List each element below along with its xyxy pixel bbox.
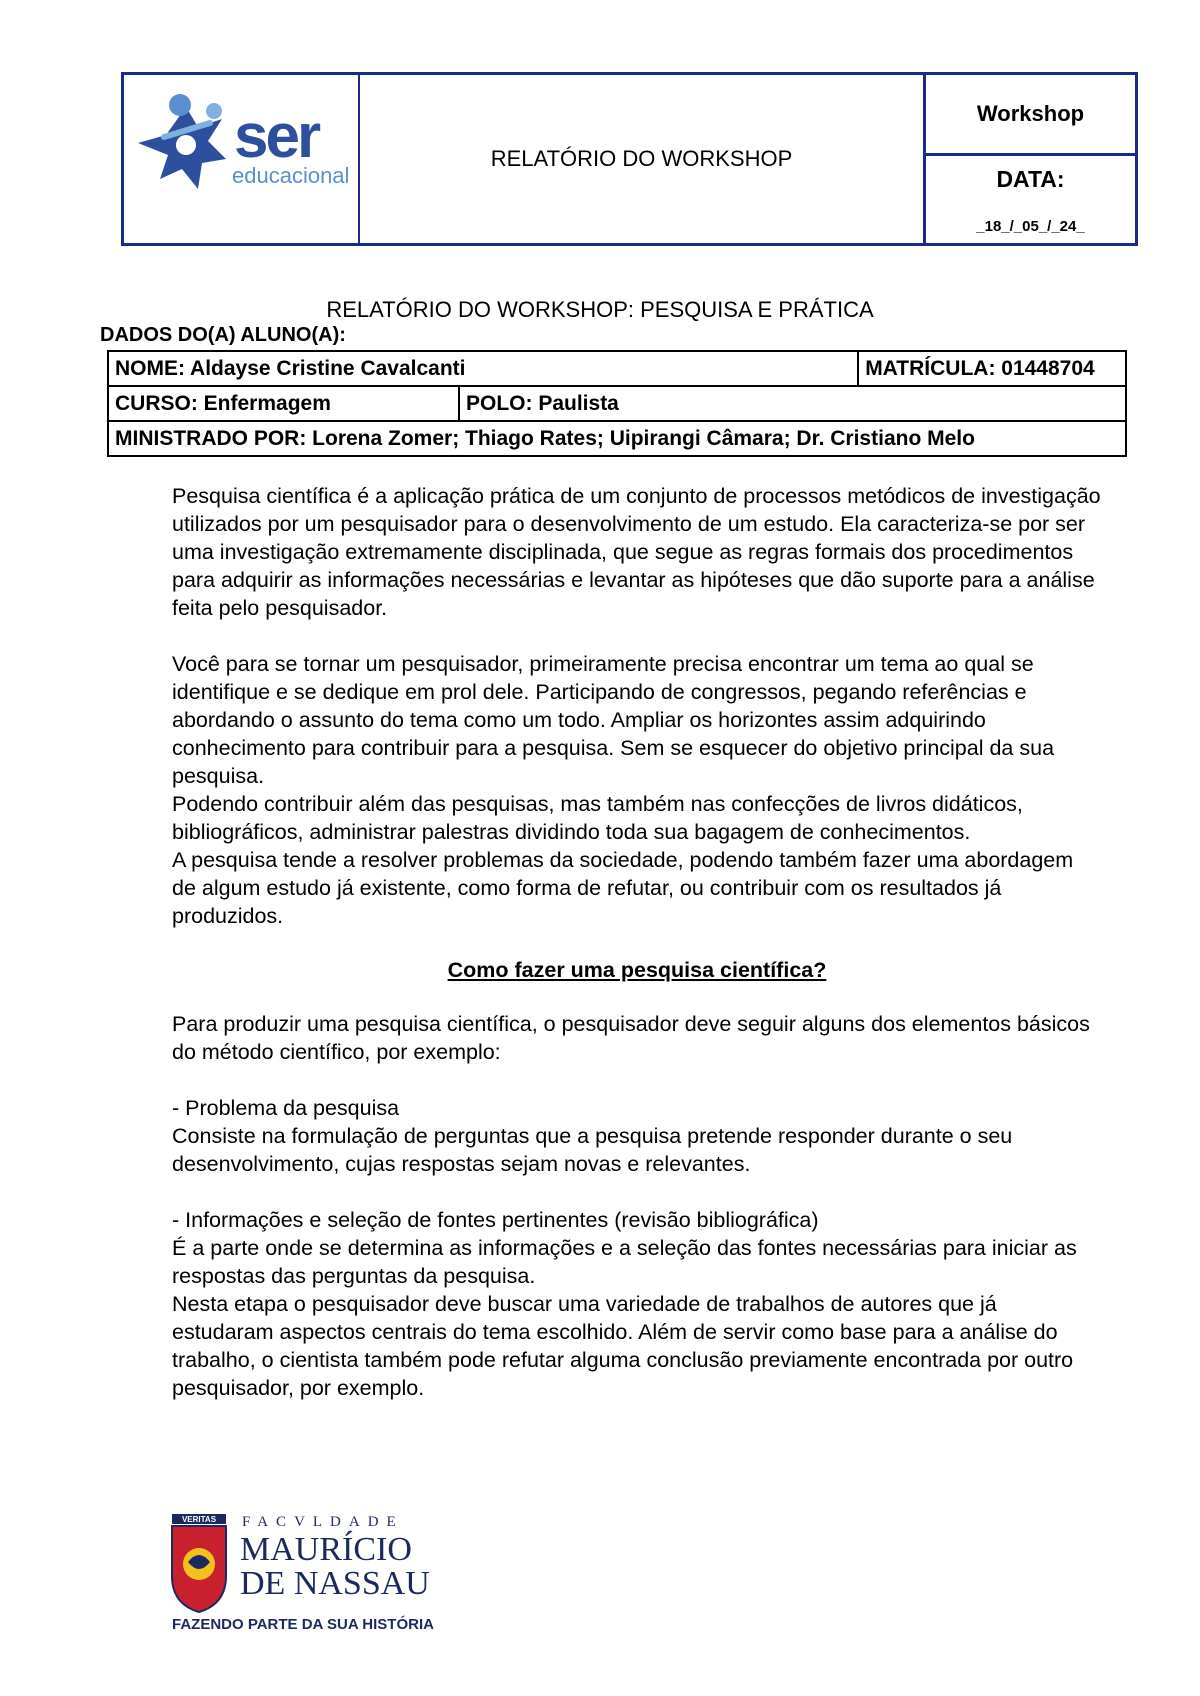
paragraph: É a parte onde se determina as informações e a seleção das fontes necessárias para iniciar as respostas das perguntas da pesquisa. <box>172 1236 1077 1288</box>
date-cell <box>926 156 1135 243</box>
svg-text:FACVLDADE: FACVLDADE <box>242 1514 404 1530</box>
report-body <box>172 482 1102 1402</box>
student-section-label: DADOS DO(A) ALUNO(A): <box>100 324 346 346</box>
svg-text:educacional: educacional <box>232 163 350 188</box>
list-item-title: - Problema da pesquisa <box>172 1096 400 1120</box>
paragraph: Pesquisa científica é a aplicação prática de um conjunto de processos metódicos de investigação utilizados por um pesquisador para o desenvolvimento de um estudo. Ela caracteriza-se por ser uma investigação extremamente disciplinada, que segue as regras formais dos procedimentos para adquirir as informações necessárias e levantar as hipóteses que dão suporte para a análise feita pelo pesquisador. <box>172 484 1101 620</box>
report-title: RELATÓRIO DO WORKSHOP: PESQUISA E PRÁTICA <box>326 297 874 322</box>
table-row <box>108 351 1126 386</box>
section-subheading: Como fazer uma pesquisa científica? <box>447 958 827 982</box>
student-course: CURSO: Enfermagem <box>108 386 459 421</box>
svg-text:MAURÍCIO: MAURÍCIO <box>240 1531 412 1568</box>
ser-educacional-logo <box>124 75 360 243</box>
header-title-text: RELATÓRIO DO WORKSHOP <box>490 146 793 171</box>
date-label: DATA: <box>996 166 1065 192</box>
paragraph: Nesta etapa o pesquisador deve buscar uma variedade de trabalhos de autores que já estudaram aspectos centrais do tema escolhido. Além de servir como base para a análise do trabalho, o cientista também pode refutar alguma conclusão previamente encontrada por outro pesquisador, por exemplo. <box>172 1292 1074 1400</box>
svg-text:FAZENDO PARTE DA SUA HISTÓRIA: FAZENDO PARTE DA SUA HISTÓRIA <box>172 1616 434 1632</box>
header-right <box>926 75 1135 243</box>
table-row <box>108 421 1126 456</box>
mauricio-de-nassau-logo <box>170 1512 435 1632</box>
header-title <box>360 75 926 243</box>
ministered-by: MINISTRADO POR: Lorena Zomer; Thiago Rates; Uipirangi Câmara; Dr. Cristiano Melo <box>108 421 1126 456</box>
student-campus: POLO: Paulista <box>459 386 1126 421</box>
ser-star-icon <box>124 75 354 243</box>
svg-text:VERITAS: VERITAS <box>181 1515 217 1524</box>
paragraph: Podendo contribuir além das pesquisas, mas também nas confecções de livros didáticos, bibliográficos, administrar palestras dividindo toda sua bagagem de conhecimentos. <box>172 792 1023 844</box>
paragraph: A pesquisa tende a resolver problemas da sociedade, podendo também fazer uma abordagem de algum estudo já existente, como forma de refutar, ou contribuir com os resultados já produzidos. <box>172 848 1074 928</box>
svg-text:DE NASSAU: DE NASSAU <box>240 1565 430 1602</box>
nassau-shield-icon <box>170 1512 435 1632</box>
header-box <box>121 72 1138 246</box>
paragraph: Para produzir uma pesquisa científica, o pesquisador deve seguir alguns dos elementos básicos do método científico, por exemplo: <box>172 1012 1090 1064</box>
student-registration: MATRÍCULA: 01448704 <box>858 351 1126 386</box>
student-name: NOME: Aldayse Cristine Cavalcanti <box>108 351 858 386</box>
table-row <box>108 386 1126 421</box>
list-item-title: - Informações e seleção de fontes pertinentes (revisão bibliográfica) <box>172 1208 819 1232</box>
date-value: _18_/_05_/_24_ <box>976 218 1085 235</box>
student-info-table <box>107 350 1127 457</box>
svg-text:ser: ser <box>234 102 319 171</box>
paragraph: Você para se tornar um pesquisador, primeiramente precisa encontrar um tema ao qual se identifique e se dedique em prol dele. Participando de congressos, pegando referências e abordando o assunto do tema como um todo. Ampliar os horizontes assim adquirindo conhecimento para contribuir para a pesquisa. Sem se esquecer do objetivo principal da sua pesquisa. <box>172 652 1055 788</box>
workshop-label: Workshop <box>926 75 1135 156</box>
paragraph: Consiste na formulação de perguntas que a pesquisa pretende responder durante o seu desenvolvimento, cujas respostas sejam novas e relevantes. <box>172 1124 1013 1176</box>
